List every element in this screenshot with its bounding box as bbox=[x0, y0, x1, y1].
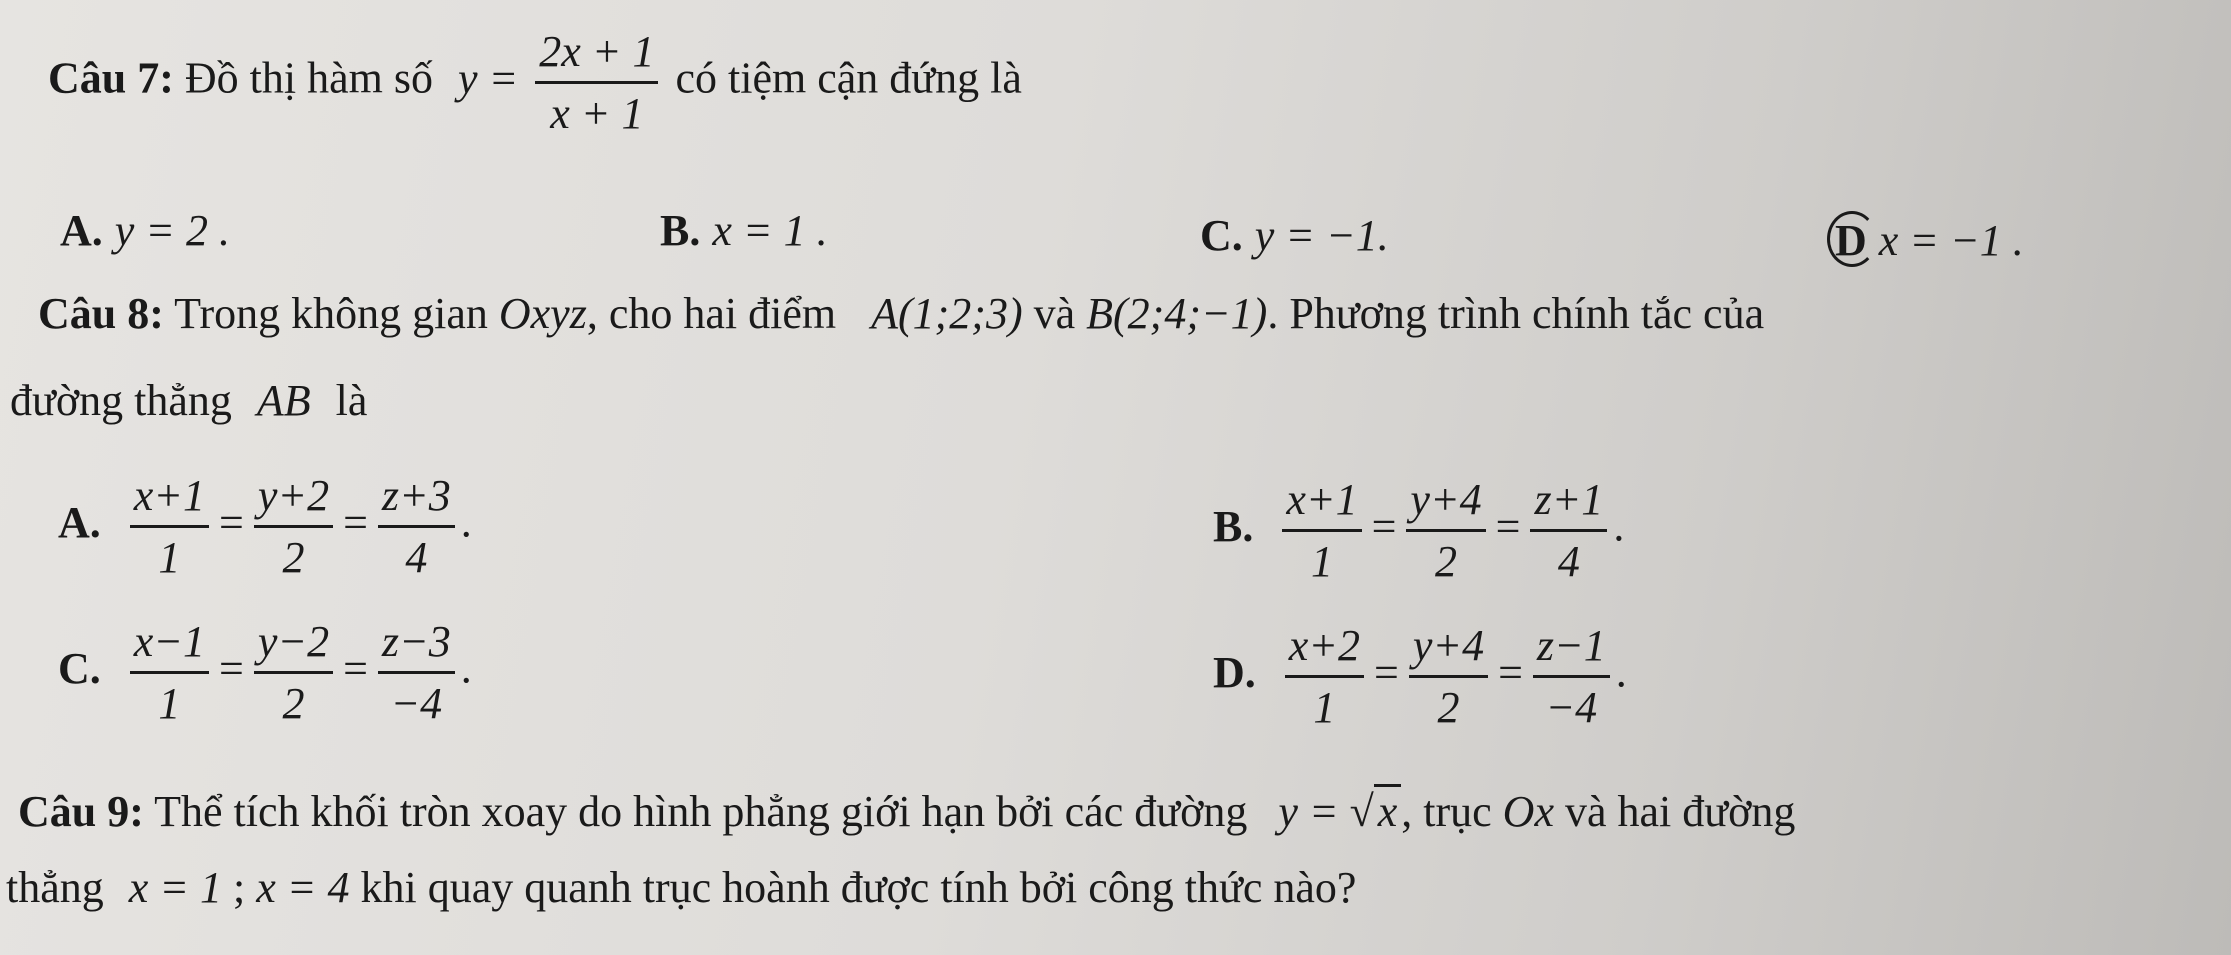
question-7-text-after: có tiệm cận đứng là bbox=[675, 53, 1022, 103]
line-x1: x = 1 bbox=[128, 863, 222, 912]
denominator: 1 bbox=[1310, 537, 1333, 586]
question-9-text-part1: Thể tích khối tròn xoay do hình phẳng giới hạn bởi các đường bbox=[154, 787, 1248, 836]
question-8-line2-la: là bbox=[335, 376, 368, 425]
numerator: y+2 bbox=[254, 470, 333, 528]
fraction-y bbox=[254, 470, 333, 583]
fraction-denominator: x + 1 bbox=[550, 89, 644, 138]
fraction-numerator: 2x + 1 bbox=[535, 26, 658, 84]
option-label: C. bbox=[1200, 211, 1243, 260]
question-8-line-2 bbox=[10, 375, 367, 426]
option-value: x = 1 . bbox=[712, 206, 828, 255]
question-8 bbox=[38, 288, 1764, 339]
question-8-line2-text: đường thẳng bbox=[10, 376, 232, 425]
fraction-z bbox=[1530, 474, 1607, 587]
question-8-label: Câu 8: bbox=[38, 289, 164, 338]
denominator: 1 bbox=[158, 679, 181, 728]
q8-option-b[interactable]: B. $\frac{x+1}{1}$ = $\frac{y+4}{2}$ = $\frac{z+1}{4}$ . bbox=[1213, 475, 1625, 586]
question-7 bbox=[48, 26, 1022, 139]
option-label: B. bbox=[660, 206, 701, 255]
fraction-y bbox=[254, 616, 333, 729]
denominator: 2 bbox=[282, 679, 305, 728]
option-label: C. bbox=[58, 643, 101, 693]
option-value: y = 2 . bbox=[114, 206, 231, 255]
question-9-text-part2: , trục bbox=[1401, 787, 1492, 836]
denominator: 1 bbox=[1313, 683, 1336, 732]
question-9-line2-text1: thẳng bbox=[6, 863, 104, 912]
question-8-text-part1: Trong không gian bbox=[174, 289, 488, 338]
q7-option-c[interactable] bbox=[1200, 210, 1389, 261]
question-9-label: Câu 9: bbox=[18, 787, 144, 836]
question-8-text-part3: . Phương trình chính tắc của bbox=[1267, 289, 1765, 338]
fraction-x bbox=[1282, 474, 1361, 587]
numerator: x+1 bbox=[130, 470, 209, 528]
option-label-circled: D bbox=[1835, 216, 1867, 265]
denominator: 4 bbox=[405, 533, 428, 582]
point-a: A(1;2;3) bbox=[871, 289, 1023, 338]
numerator: x−1 bbox=[130, 616, 209, 674]
fraction-x bbox=[130, 616, 209, 729]
numerator: z−1 bbox=[1533, 620, 1610, 678]
sqrt-expression: √x bbox=[1350, 784, 1402, 836]
denominator: 4 bbox=[1557, 537, 1580, 586]
point-b: B(2;4;−1) bbox=[1086, 289, 1268, 338]
q7-option-d[interactable] bbox=[1835, 215, 2024, 266]
question-7-text-before: Đồ thị hàm số bbox=[184, 53, 434, 103]
denominator: −4 bbox=[1545, 683, 1598, 732]
numerator: z+3 bbox=[378, 470, 455, 528]
numerator: y+4 bbox=[1406, 474, 1485, 532]
fraction-z bbox=[1533, 620, 1610, 733]
option-value: y = −1. bbox=[1254, 211, 1389, 260]
question-9-text-part3: và hai đường bbox=[1564, 787, 1796, 836]
numerator: x+1 bbox=[1282, 474, 1361, 532]
question-9 bbox=[18, 786, 1795, 837]
q8-option-c[interactable]: C. $\frac{x-1}{1}$ = $\frac{y-2}{2}$ = $\frac{z-3}{-4}$ . bbox=[58, 617, 472, 728]
numerator: z+1 bbox=[1530, 474, 1607, 532]
q8-option-d[interactable]: D. $\frac{x+2}{1}$ = $\frac{y+4}{2}$ = $\frac{z-1}{-4}$ . bbox=[1213, 621, 1627, 732]
option-label: A. bbox=[58, 497, 101, 547]
option-label: B. bbox=[1213, 501, 1254, 551]
q7-option-b[interactable] bbox=[660, 205, 828, 256]
denominator: 2 bbox=[1437, 683, 1460, 732]
denominator: 2 bbox=[1435, 537, 1458, 586]
denominator: −4 bbox=[390, 679, 443, 728]
question-7-fraction bbox=[535, 26, 658, 139]
question-9-func-lhs: y = bbox=[1278, 787, 1339, 836]
denominator: 2 bbox=[282, 533, 305, 582]
fraction-y bbox=[1406, 474, 1485, 587]
option-label: D. bbox=[1213, 647, 1256, 697]
fraction-y bbox=[1409, 620, 1488, 733]
fraction-z bbox=[378, 470, 455, 583]
denominator: 1 bbox=[158, 533, 181, 582]
radicand: x bbox=[1374, 784, 1402, 836]
question-8-text-part2: , cho hai điểm bbox=[586, 289, 837, 338]
option-label: A. bbox=[60, 206, 103, 255]
axis-ox: Ox bbox=[1502, 787, 1554, 836]
line-x4: x = 4 bbox=[256, 863, 350, 912]
numerator: y−2 bbox=[254, 616, 333, 674]
question-8-and: và bbox=[1033, 289, 1076, 338]
fraction-z bbox=[378, 616, 455, 729]
option-value: x = −1 . bbox=[1878, 216, 2024, 265]
question-7-func-lhs: y = bbox=[458, 53, 519, 103]
numerator: y+4 bbox=[1409, 620, 1488, 678]
q8-option-a[interactable]: A. $\frac{x+1}{1}$ = $\frac{y+2}{2}$ = $\frac{z+3}{4}$ . bbox=[58, 471, 472, 582]
numerator: x+2 bbox=[1285, 620, 1364, 678]
separator: ; bbox=[233, 863, 246, 912]
question-7-label: Câu 7: bbox=[48, 53, 174, 103]
fraction-x bbox=[1285, 620, 1364, 733]
numerator: z−3 bbox=[378, 616, 455, 674]
fraction-x bbox=[130, 470, 209, 583]
question-9-line2-text2: khi quay quanh trục hoành được tính bởi công thức nào? bbox=[360, 863, 1357, 912]
line-ab: AB bbox=[256, 376, 311, 425]
question-8-space: Oxyz bbox=[498, 289, 587, 338]
question-9-line-2 bbox=[6, 862, 1356, 913]
q7-option-a[interactable] bbox=[60, 205, 230, 256]
